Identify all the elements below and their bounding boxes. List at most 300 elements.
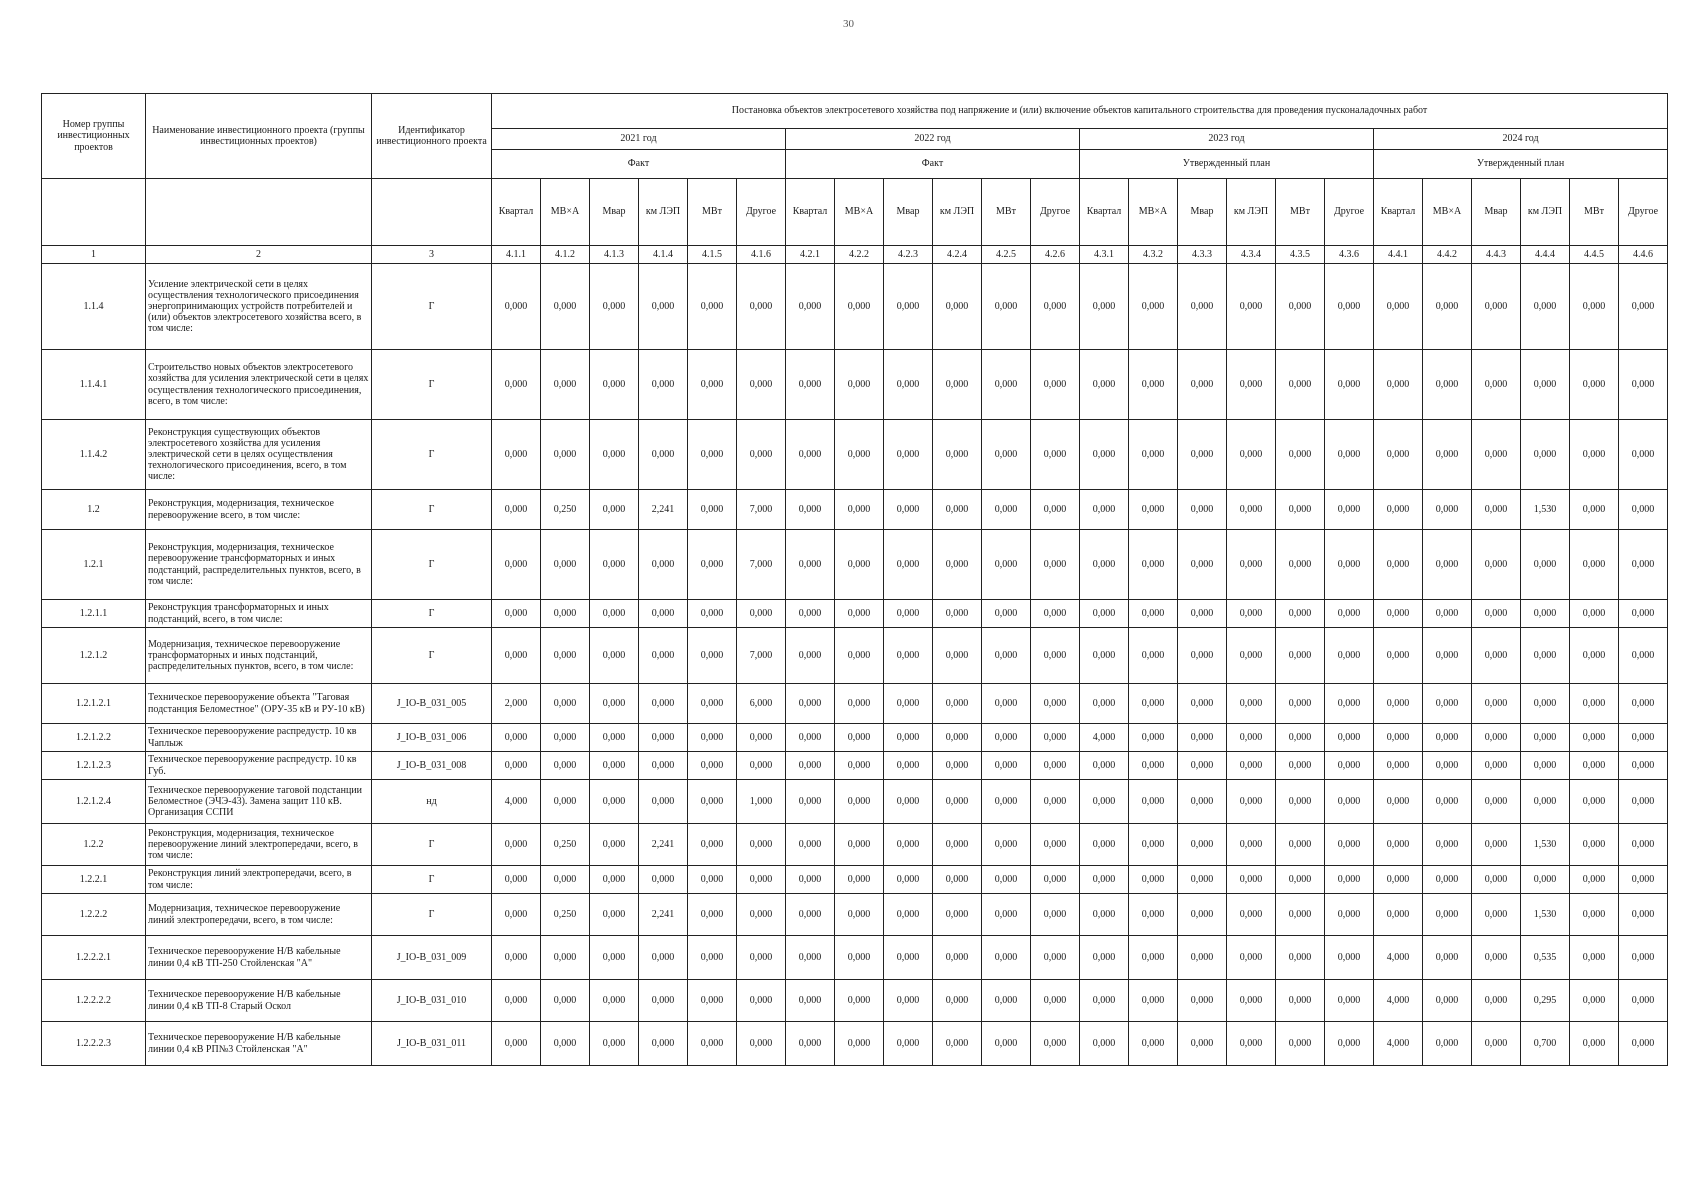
value-cell: 0,000 xyxy=(982,936,1031,980)
value-cell: 0,000 xyxy=(1325,628,1374,684)
value-cell: 0,000 xyxy=(737,350,786,420)
value-cell: 0,000 xyxy=(1521,530,1570,600)
value-cell: 0,250 xyxy=(541,490,590,530)
value-cell: 0,000 xyxy=(1080,350,1129,420)
table-row xyxy=(42,752,1668,780)
value-cell: 0,000 xyxy=(1374,420,1423,490)
value-cell: 0,000 xyxy=(639,684,688,724)
value-cell: 0,000 xyxy=(884,980,933,1022)
value-cell: 0,000 xyxy=(1129,752,1178,780)
row-identifier: J_IO-B_031_006 xyxy=(372,724,492,752)
table-row xyxy=(42,894,1668,936)
value-cell: 0,000 xyxy=(786,980,835,1022)
value-cell: 0,000 xyxy=(982,600,1031,628)
value-cell: 0,000 xyxy=(982,420,1031,490)
value-cell: 0,000 xyxy=(1325,490,1374,530)
value-cell: 0,000 xyxy=(982,264,1031,350)
table-row xyxy=(42,264,1668,350)
value-cell: 0,000 xyxy=(1570,530,1619,600)
value-cell: 0,000 xyxy=(1227,866,1276,894)
value-cell: 0,000 xyxy=(1325,752,1374,780)
value-cell: 0,000 xyxy=(1521,752,1570,780)
value-cell: 0,000 xyxy=(1227,530,1276,600)
row-identifier: Г xyxy=(372,628,492,684)
header-subcolumn: МВ×А xyxy=(1423,179,1472,246)
value-cell: 0,000 xyxy=(1080,866,1129,894)
value-cell: 0,000 xyxy=(835,780,884,824)
value-cell: 0,000 xyxy=(1178,264,1227,350)
value-cell: 0,000 xyxy=(1472,684,1521,724)
value-cell: 0,000 xyxy=(982,684,1031,724)
table-row xyxy=(42,420,1668,490)
value-cell: 0,000 xyxy=(1325,980,1374,1022)
value-cell: 0,000 xyxy=(1276,530,1325,600)
value-cell: 0,000 xyxy=(1178,866,1227,894)
value-cell: 0,000 xyxy=(982,1022,1031,1066)
row-project-name: Модернизация, техническое перевооружение трансформаторных и иных подстанций, распределительных пунктов, всего, в том числе: xyxy=(146,628,372,684)
value-cell: 0,000 xyxy=(737,980,786,1022)
value-cell: 0,000 xyxy=(1472,264,1521,350)
value-cell: 0,000 xyxy=(590,350,639,420)
value-cell: 0,000 xyxy=(1570,264,1619,350)
value-cell: 0,000 xyxy=(639,936,688,980)
value-cell: 0,000 xyxy=(688,350,737,420)
value-cell: 0,000 xyxy=(590,752,639,780)
value-cell: 0,000 xyxy=(639,780,688,824)
value-cell: 0,000 xyxy=(492,824,541,866)
header-spacer-id xyxy=(372,179,492,246)
value-cell: 0,000 xyxy=(688,824,737,866)
value-cell: 0,000 xyxy=(786,628,835,684)
table-row xyxy=(42,350,1668,420)
table-row xyxy=(42,936,1668,980)
table-row xyxy=(42,1022,1668,1066)
value-cell: 0,000 xyxy=(1031,490,1080,530)
value-cell: 0,000 xyxy=(933,420,982,490)
value-cell: 0,000 xyxy=(1080,600,1129,628)
value-cell: 0,000 xyxy=(1080,264,1129,350)
table-row xyxy=(42,780,1668,824)
index-cell: 2 xyxy=(146,246,372,264)
value-cell: 0,000 xyxy=(1227,936,1276,980)
value-cell: 0,000 xyxy=(1374,780,1423,824)
value-cell: 0,250 xyxy=(541,824,590,866)
value-cell: 0,000 xyxy=(1276,600,1325,628)
row-number: 1.2 xyxy=(42,490,146,530)
header-subcolumn: Мвар xyxy=(1472,179,1521,246)
value-cell: 0,000 xyxy=(590,600,639,628)
index-cell: 4.3.4 xyxy=(1227,246,1276,264)
value-cell: 0,000 xyxy=(1276,936,1325,980)
value-cell: 4,000 xyxy=(1080,724,1129,752)
value-cell: 0,000 xyxy=(835,894,884,936)
header-group-number: Номер группы инвестиционных проектов xyxy=(42,94,146,179)
value-cell: 0,000 xyxy=(1374,752,1423,780)
header-subcolumn: Другое xyxy=(1619,179,1668,246)
index-cell: 4.2.3 xyxy=(884,246,933,264)
index-cell: 3 xyxy=(372,246,492,264)
value-cell: 0,000 xyxy=(1521,264,1570,350)
value-cell: 0,000 xyxy=(1472,724,1521,752)
value-cell: 0,000 xyxy=(1031,1022,1080,1066)
header-subcolumn: Мвар xyxy=(590,179,639,246)
row-project-name: Реконструкция существующих объектов электросетевого хозяйства для усиления электрической сети в целях осуществления технологического присоединения, всего, в том числе: xyxy=(146,420,372,490)
value-cell: 0,000 xyxy=(884,780,933,824)
row-project-name: Техническое перевооружение распредустр. 10 кв Чаплыж xyxy=(146,724,372,752)
value-cell: 0,000 xyxy=(884,530,933,600)
value-cell: 0,000 xyxy=(1276,894,1325,936)
row-project-name: Реконструкция, модернизация, техническое перевооружение линий электропередачи, всего, в том числе: xyxy=(146,824,372,866)
value-cell: 0,000 xyxy=(590,824,639,866)
value-cell: 0,000 xyxy=(933,490,982,530)
value-cell: 0,000 xyxy=(1570,490,1619,530)
value-cell: 0,000 xyxy=(1178,1022,1227,1066)
value-cell: 0,000 xyxy=(492,600,541,628)
value-cell: 0,000 xyxy=(835,752,884,780)
index-cell: 4.4.2 xyxy=(1423,246,1472,264)
value-cell: 0,000 xyxy=(1374,628,1423,684)
value-cell: 7,000 xyxy=(737,490,786,530)
value-cell: 0,000 xyxy=(1619,490,1668,530)
value-cell: 0,000 xyxy=(1325,420,1374,490)
index-cell: 4.2.5 xyxy=(982,246,1031,264)
value-cell: 0,000 xyxy=(1325,530,1374,600)
row-identifier: J_IO-B_031_005 xyxy=(372,684,492,724)
value-cell: 0,000 xyxy=(688,894,737,936)
value-cell: 0,000 xyxy=(1570,420,1619,490)
value-cell: 0,000 xyxy=(1129,824,1178,866)
value-cell: 0,000 xyxy=(835,600,884,628)
row-identifier: J_IO-B_031_010 xyxy=(372,980,492,1022)
value-cell: 0,000 xyxy=(1423,724,1472,752)
value-cell: 0,000 xyxy=(590,264,639,350)
value-cell: 0,000 xyxy=(688,780,737,824)
index-cell: 4.1.3 xyxy=(590,246,639,264)
value-cell: 0,000 xyxy=(688,752,737,780)
header-identifier: Идентификатор инвестиционного проекта xyxy=(372,94,492,179)
header-year: 2023 год xyxy=(1080,129,1374,150)
value-cell: 0,000 xyxy=(982,824,1031,866)
value-cell: 0,000 xyxy=(1619,824,1668,866)
value-cell: 0,000 xyxy=(933,628,982,684)
value-cell: 0,000 xyxy=(737,824,786,866)
value-cell: 0,000 xyxy=(884,490,933,530)
value-cell: 0,000 xyxy=(590,780,639,824)
value-cell: 0,000 xyxy=(1129,866,1178,894)
value-cell: 0,000 xyxy=(541,724,590,752)
value-cell: 0,000 xyxy=(1374,724,1423,752)
value-cell: 0,000 xyxy=(1080,824,1129,866)
index-cell: 4.1.1 xyxy=(492,246,541,264)
value-cell: 0,000 xyxy=(541,936,590,980)
header-project-name: Наименование инвестиционного проекта (группы инвестиционных проектов) xyxy=(146,94,372,179)
value-cell: 0,000 xyxy=(590,628,639,684)
value-cell: 0,000 xyxy=(1423,350,1472,420)
row-project-name: Реконструкция линий электропередачи, всего, в том числе: xyxy=(146,866,372,894)
value-cell: 0,000 xyxy=(1619,264,1668,350)
value-cell: 0,000 xyxy=(737,600,786,628)
value-cell: 0,000 xyxy=(884,824,933,866)
index-cell: 4.1.6 xyxy=(737,246,786,264)
value-cell: 0,000 xyxy=(541,420,590,490)
row-number: 1.2.1.2.4 xyxy=(42,780,146,824)
value-cell: 0,000 xyxy=(1178,980,1227,1022)
row-identifier: J_IO-B_031_011 xyxy=(372,1022,492,1066)
value-cell: 0,000 xyxy=(639,980,688,1022)
index-cell: 4.2.1 xyxy=(786,246,835,264)
value-cell: 0,000 xyxy=(639,1022,688,1066)
row-identifier: Г xyxy=(372,264,492,350)
value-cell: 0,000 xyxy=(982,752,1031,780)
value-cell: 0,000 xyxy=(1472,600,1521,628)
value-cell: 0,000 xyxy=(492,894,541,936)
value-cell: 0,000 xyxy=(1472,980,1521,1022)
value-cell: 0,000 xyxy=(835,530,884,600)
header-subcolumn: км ЛЭП xyxy=(1227,179,1276,246)
value-cell: 0,000 xyxy=(933,600,982,628)
header-year-type: Факт xyxy=(492,150,786,179)
header-subcolumn: МВ×А xyxy=(835,179,884,246)
value-cell: 0,000 xyxy=(1227,1022,1276,1066)
value-cell: 0,000 xyxy=(1129,980,1178,1022)
row-number: 1.2.2.2.1 xyxy=(42,936,146,980)
value-cell: 0,000 xyxy=(835,684,884,724)
value-cell: 0,000 xyxy=(786,264,835,350)
index-cell: 4.1.2 xyxy=(541,246,590,264)
value-cell: 0,000 xyxy=(1178,936,1227,980)
value-cell: 0,000 xyxy=(688,936,737,980)
value-cell: 0,000 xyxy=(1374,684,1423,724)
row-number: 1.2.1 xyxy=(42,530,146,600)
value-cell: 0,000 xyxy=(1570,936,1619,980)
header-year: 2021 год xyxy=(492,129,786,150)
value-cell: 0,000 xyxy=(835,628,884,684)
value-cell: 0,000 xyxy=(1570,628,1619,684)
index-cell: 4.2.4 xyxy=(933,246,982,264)
value-cell: 0,000 xyxy=(835,264,884,350)
value-cell: 0,000 xyxy=(1472,420,1521,490)
header-subcolumn: МВт xyxy=(688,179,737,246)
header-subcolumn: км ЛЭП xyxy=(639,179,688,246)
header-year-type: Факт xyxy=(786,150,1080,179)
value-cell: 0,000 xyxy=(1080,780,1129,824)
value-cell: 0,000 xyxy=(1276,866,1325,894)
value-cell: 0,000 xyxy=(1031,824,1080,866)
value-cell: 0,000 xyxy=(492,530,541,600)
value-cell: 0,000 xyxy=(933,530,982,600)
value-cell: 2,241 xyxy=(639,824,688,866)
value-cell: 0,000 xyxy=(492,724,541,752)
value-cell: 7,000 xyxy=(737,530,786,600)
value-cell: 0,000 xyxy=(1374,894,1423,936)
value-cell: 0,000 xyxy=(835,420,884,490)
value-cell: 0,000 xyxy=(688,724,737,752)
value-cell: 0,000 xyxy=(1325,1022,1374,1066)
row-project-name: Техническое перевооружение Н/В кабельные линии 0,4 кВ РП№3 Стойленская "А" xyxy=(146,1022,372,1066)
value-cell: 2,241 xyxy=(639,894,688,936)
value-cell: 0,000 xyxy=(884,866,933,894)
header-subcolumn: км ЛЭП xyxy=(1521,179,1570,246)
value-cell: 0,000 xyxy=(1178,724,1227,752)
value-cell: 0,000 xyxy=(541,1022,590,1066)
value-cell: 0,000 xyxy=(1227,684,1276,724)
value-cell: 0,000 xyxy=(1031,530,1080,600)
value-cell: 0,000 xyxy=(786,866,835,894)
value-cell: 0,000 xyxy=(639,530,688,600)
value-cell: 1,000 xyxy=(737,780,786,824)
row-project-name: Усиление электрической сети в целях осуществления технологического присоединения энергопринимающих устройств потребителей и (или) объектов электросетевого хозяйства всего, в том числе: xyxy=(146,264,372,350)
value-cell: 0,000 xyxy=(1472,1022,1521,1066)
value-cell: 0,000 xyxy=(1374,490,1423,530)
value-cell: 0,000 xyxy=(1129,600,1178,628)
row-number: 1.2.1.2.3 xyxy=(42,752,146,780)
value-cell: 0,000 xyxy=(1472,866,1521,894)
value-cell: 0,000 xyxy=(1325,684,1374,724)
header-subcolumn: МВт xyxy=(1570,179,1619,246)
investment-table-sheet xyxy=(41,93,1664,1066)
value-cell: 0,000 xyxy=(639,866,688,894)
value-cell: 0,000 xyxy=(884,420,933,490)
value-cell: 0,000 xyxy=(1423,980,1472,1022)
value-cell: 0,000 xyxy=(835,724,884,752)
value-cell: 2,000 xyxy=(492,684,541,724)
value-cell: 0,000 xyxy=(1276,724,1325,752)
value-cell: 0,000 xyxy=(1325,350,1374,420)
value-cell: 0,000 xyxy=(982,724,1031,752)
header-subcolumn: МВт xyxy=(1276,179,1325,246)
investment-table xyxy=(41,93,1668,1066)
value-cell: 0,000 xyxy=(1227,980,1276,1022)
value-cell: 0,000 xyxy=(786,724,835,752)
value-cell: 0,000 xyxy=(1080,530,1129,600)
value-cell: 0,000 xyxy=(1325,894,1374,936)
value-cell: 0,000 xyxy=(835,936,884,980)
value-cell: 0,000 xyxy=(1570,684,1619,724)
value-cell: 0,000 xyxy=(492,628,541,684)
value-cell: 0,000 xyxy=(1619,420,1668,490)
value-cell: 0,000 xyxy=(884,936,933,980)
index-cell: 4.4.4 xyxy=(1521,246,1570,264)
value-cell: 0,000 xyxy=(1472,824,1521,866)
index-cell: 4.3.3 xyxy=(1178,246,1227,264)
row-identifier: Г xyxy=(372,420,492,490)
header-subcolumn: МВ×А xyxy=(541,179,590,246)
value-cell: 0,700 xyxy=(1521,1022,1570,1066)
value-cell: 0,000 xyxy=(933,824,982,866)
value-cell: 0,000 xyxy=(737,936,786,980)
value-cell: 0,000 xyxy=(1423,894,1472,936)
value-cell: 0,000 xyxy=(1423,264,1472,350)
index-cell: 4.2.2 xyxy=(835,246,884,264)
value-cell: 0,000 xyxy=(1619,752,1668,780)
header-subcolumn: Мвар xyxy=(1178,179,1227,246)
value-cell: 0,000 xyxy=(1031,866,1080,894)
value-cell: 0,000 xyxy=(1472,752,1521,780)
value-cell: 0,000 xyxy=(1423,780,1472,824)
value-cell: 0,000 xyxy=(835,866,884,894)
value-cell: 0,000 xyxy=(1619,628,1668,684)
value-cell: 0,000 xyxy=(688,628,737,684)
index-cell: 1 xyxy=(42,246,146,264)
value-cell: 0,000 xyxy=(1423,1022,1472,1066)
value-cell: 0,000 xyxy=(1031,980,1080,1022)
value-cell: 0,000 xyxy=(1619,530,1668,600)
value-cell: 0,000 xyxy=(1374,530,1423,600)
row-identifier: Г xyxy=(372,530,492,600)
value-cell: 0,000 xyxy=(1129,350,1178,420)
table-row xyxy=(42,866,1668,894)
value-cell: 0,000 xyxy=(1129,420,1178,490)
value-cell: 0,000 xyxy=(884,600,933,628)
value-cell: 0,000 xyxy=(1227,264,1276,350)
value-cell: 0,000 xyxy=(1031,936,1080,980)
value-cell: 0,000 xyxy=(541,980,590,1022)
value-cell: 0,000 xyxy=(982,628,1031,684)
value-cell: 0,000 xyxy=(786,600,835,628)
value-cell: 0,000 xyxy=(737,894,786,936)
row-number: 1.1.4.1 xyxy=(42,350,146,420)
value-cell: 0,000 xyxy=(1129,780,1178,824)
value-cell: 0,000 xyxy=(1570,980,1619,1022)
value-cell: 0,000 xyxy=(541,780,590,824)
value-cell: 0,000 xyxy=(1619,866,1668,894)
value-cell: 0,000 xyxy=(1619,600,1668,628)
value-cell: 0,000 xyxy=(982,350,1031,420)
value-cell: 0,000 xyxy=(492,752,541,780)
value-cell: 0,000 xyxy=(1276,1022,1325,1066)
value-cell: 0,000 xyxy=(1129,490,1178,530)
value-cell: 0,000 xyxy=(884,752,933,780)
header-main-title: Постановка объектов электросетевого хозяйства под напряжение и (или) включение объектов капитального строительства для проведения пусконаладочных работ xyxy=(492,94,1668,129)
value-cell: 0,000 xyxy=(1031,600,1080,628)
value-cell: 0,000 xyxy=(1276,780,1325,824)
value-cell: 0,000 xyxy=(590,684,639,724)
value-cell: 0,000 xyxy=(688,980,737,1022)
value-cell: 0,000 xyxy=(541,600,590,628)
header-subcolumn: МВт xyxy=(982,179,1031,246)
value-cell: 0,000 xyxy=(1521,628,1570,684)
value-cell: 0,000 xyxy=(737,420,786,490)
value-cell: 4,000 xyxy=(1374,980,1423,1022)
value-cell: 0,000 xyxy=(1521,780,1570,824)
value-cell: 0,000 xyxy=(1129,684,1178,724)
index-cell: 4.4.3 xyxy=(1472,246,1521,264)
value-cell: 0,000 xyxy=(1227,490,1276,530)
header-subcolumn: Квартал xyxy=(1374,179,1423,246)
value-cell: 0,000 xyxy=(1080,420,1129,490)
value-cell: 0,000 xyxy=(884,264,933,350)
row-project-name: Техническое перевооружение Н/В кабельные линии 0,4 кВ ТП-250 Стойленская "А" xyxy=(146,936,372,980)
row-number: 1.2.1.2 xyxy=(42,628,146,684)
value-cell: 0,000 xyxy=(1129,530,1178,600)
value-cell: 0,000 xyxy=(884,724,933,752)
value-cell: 0,000 xyxy=(933,780,982,824)
value-cell: 0,000 xyxy=(1472,628,1521,684)
value-cell: 0,000 xyxy=(541,350,590,420)
row-number: 1.1.4.2 xyxy=(42,420,146,490)
value-cell: 0,295 xyxy=(1521,980,1570,1022)
value-cell: 0,000 xyxy=(1570,824,1619,866)
index-cell: 4.4.1 xyxy=(1374,246,1423,264)
value-cell: 0,000 xyxy=(492,350,541,420)
row-identifier: Г xyxy=(372,490,492,530)
row-number: 1.2.1.1 xyxy=(42,600,146,628)
index-cell: 4.1.5 xyxy=(688,246,737,264)
table-row xyxy=(42,600,1668,628)
value-cell: 0,000 xyxy=(1227,752,1276,780)
row-project-name: Реконструкция трансформаторных и иных подстанций, всего, в том числе: xyxy=(146,600,372,628)
index-cell: 4.3.6 xyxy=(1325,246,1374,264)
